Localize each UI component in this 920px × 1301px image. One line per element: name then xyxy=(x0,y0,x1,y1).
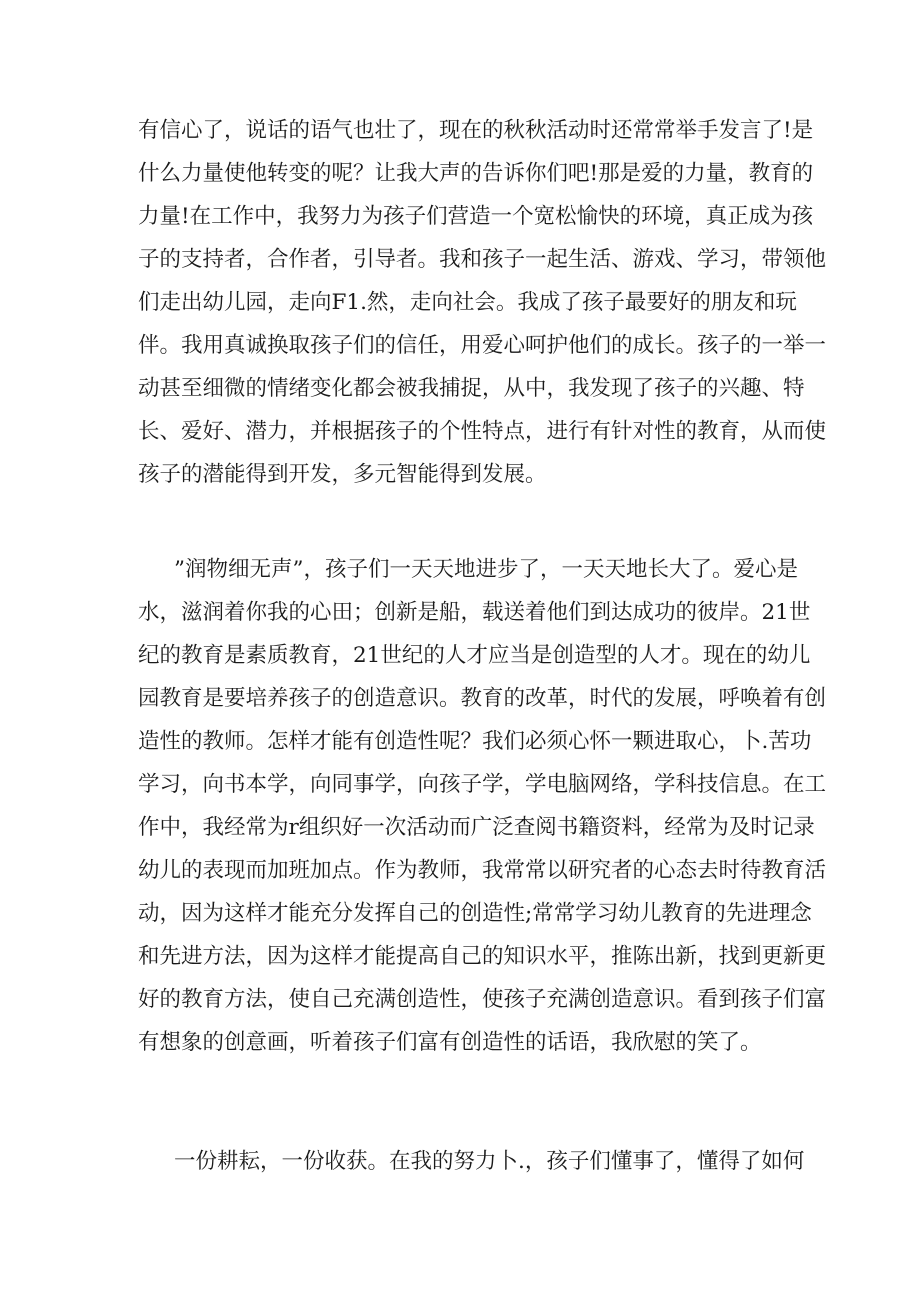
text-line: 园教育是要培养孩子的创造意识。教育的改革，时代的发展，呼唤着有创 xyxy=(138,686,827,711)
text-line: 动甚至细微的情绪变化都会被我捕捉，从中，我发现了孩子的兴趣、特 xyxy=(138,376,805,401)
text-line: 动，因为这样才能充分发挥自己的创造性;常常学习幼儿教育的先进理念 xyxy=(138,901,812,926)
text-line: 们走出幼儿园，走向F1.然，走向社会。我成了孩子最要好的朋友和玩 xyxy=(138,290,797,315)
text-line: 一份耕耘，一份收获。在我的努力卜.，孩子们懂事了，懂得了如何 xyxy=(174,1149,805,1174)
paragraph-harvest xyxy=(138,1140,805,1183)
text-line: 子的支持者，合作者，引导者。我和孩子一起生活、游戏、学习，带领他 xyxy=(138,247,827,272)
text-line: 伴。我用真诚换取孩子们的信任，用爱心呵护他们的成长。孩子的一举一 xyxy=(138,333,827,358)
text-line: 幼儿的表现而加班加点。作为教师，我常常以研究者的心态去时待教育活 xyxy=(138,858,827,883)
text-line: 造性的教师。怎样才能有创造性呢？我们必须心怀一颗进取心，卜.苦功 xyxy=(138,729,812,754)
text-line: 和先进方法，因为这样才能提高自己的知识水平，推陈出新，找到更新更 xyxy=(138,944,827,969)
text-line: 好的教育方法，使自己充满创造性，使孩子充满创造意识。看到孩子们富 xyxy=(138,987,827,1012)
text-line: 长、爱好、潜力，并根据孩子的个性特点，进行有针对性的教育，从而使 xyxy=(138,419,827,444)
text-line: 学习，向书本学，向同事学，向孩子学，学电脑网络，学科技信息。在工 xyxy=(138,772,827,797)
paragraph-love-power xyxy=(138,109,827,496)
text-line: 作中，我经常为r组织好一次活动而广泛查阅书籍资料，经常为及时记录 xyxy=(138,815,815,840)
text-line: ”润物细无声”，孩子们一天天地进步了，一天天地长大了。爱心是 xyxy=(174,557,798,582)
text-line: 力量!在工作中，我努力为孩子们营造一个宽松愉快的环境，真正成为孩 xyxy=(138,204,814,229)
text-line: 有想象的创意画，听着孩子们富有创造性的话语，我欣慰的笑了。 xyxy=(138,1030,762,1055)
text-line: 水，滋润着你我的心田；创新是船，载送着他们到达成功的彼岸。21世 xyxy=(138,600,811,625)
text-line: 什么力量使他转变的呢？让我大声的告诉你们吧!那是爱的力量，教育的 xyxy=(138,161,814,186)
text-line: 有信心了，说话的语气也壮了，现在的秋秋活动时还常常举手发言了!是 xyxy=(138,118,814,143)
text-line: 纪的教育是素质教育，21世纪的人才应当是创造型的人才。现在的幼儿 xyxy=(138,643,811,668)
paragraph-creativity xyxy=(138,548,827,1064)
text-line: 孩子的潜能得到开发，多元智能得到发展。 xyxy=(138,462,547,487)
